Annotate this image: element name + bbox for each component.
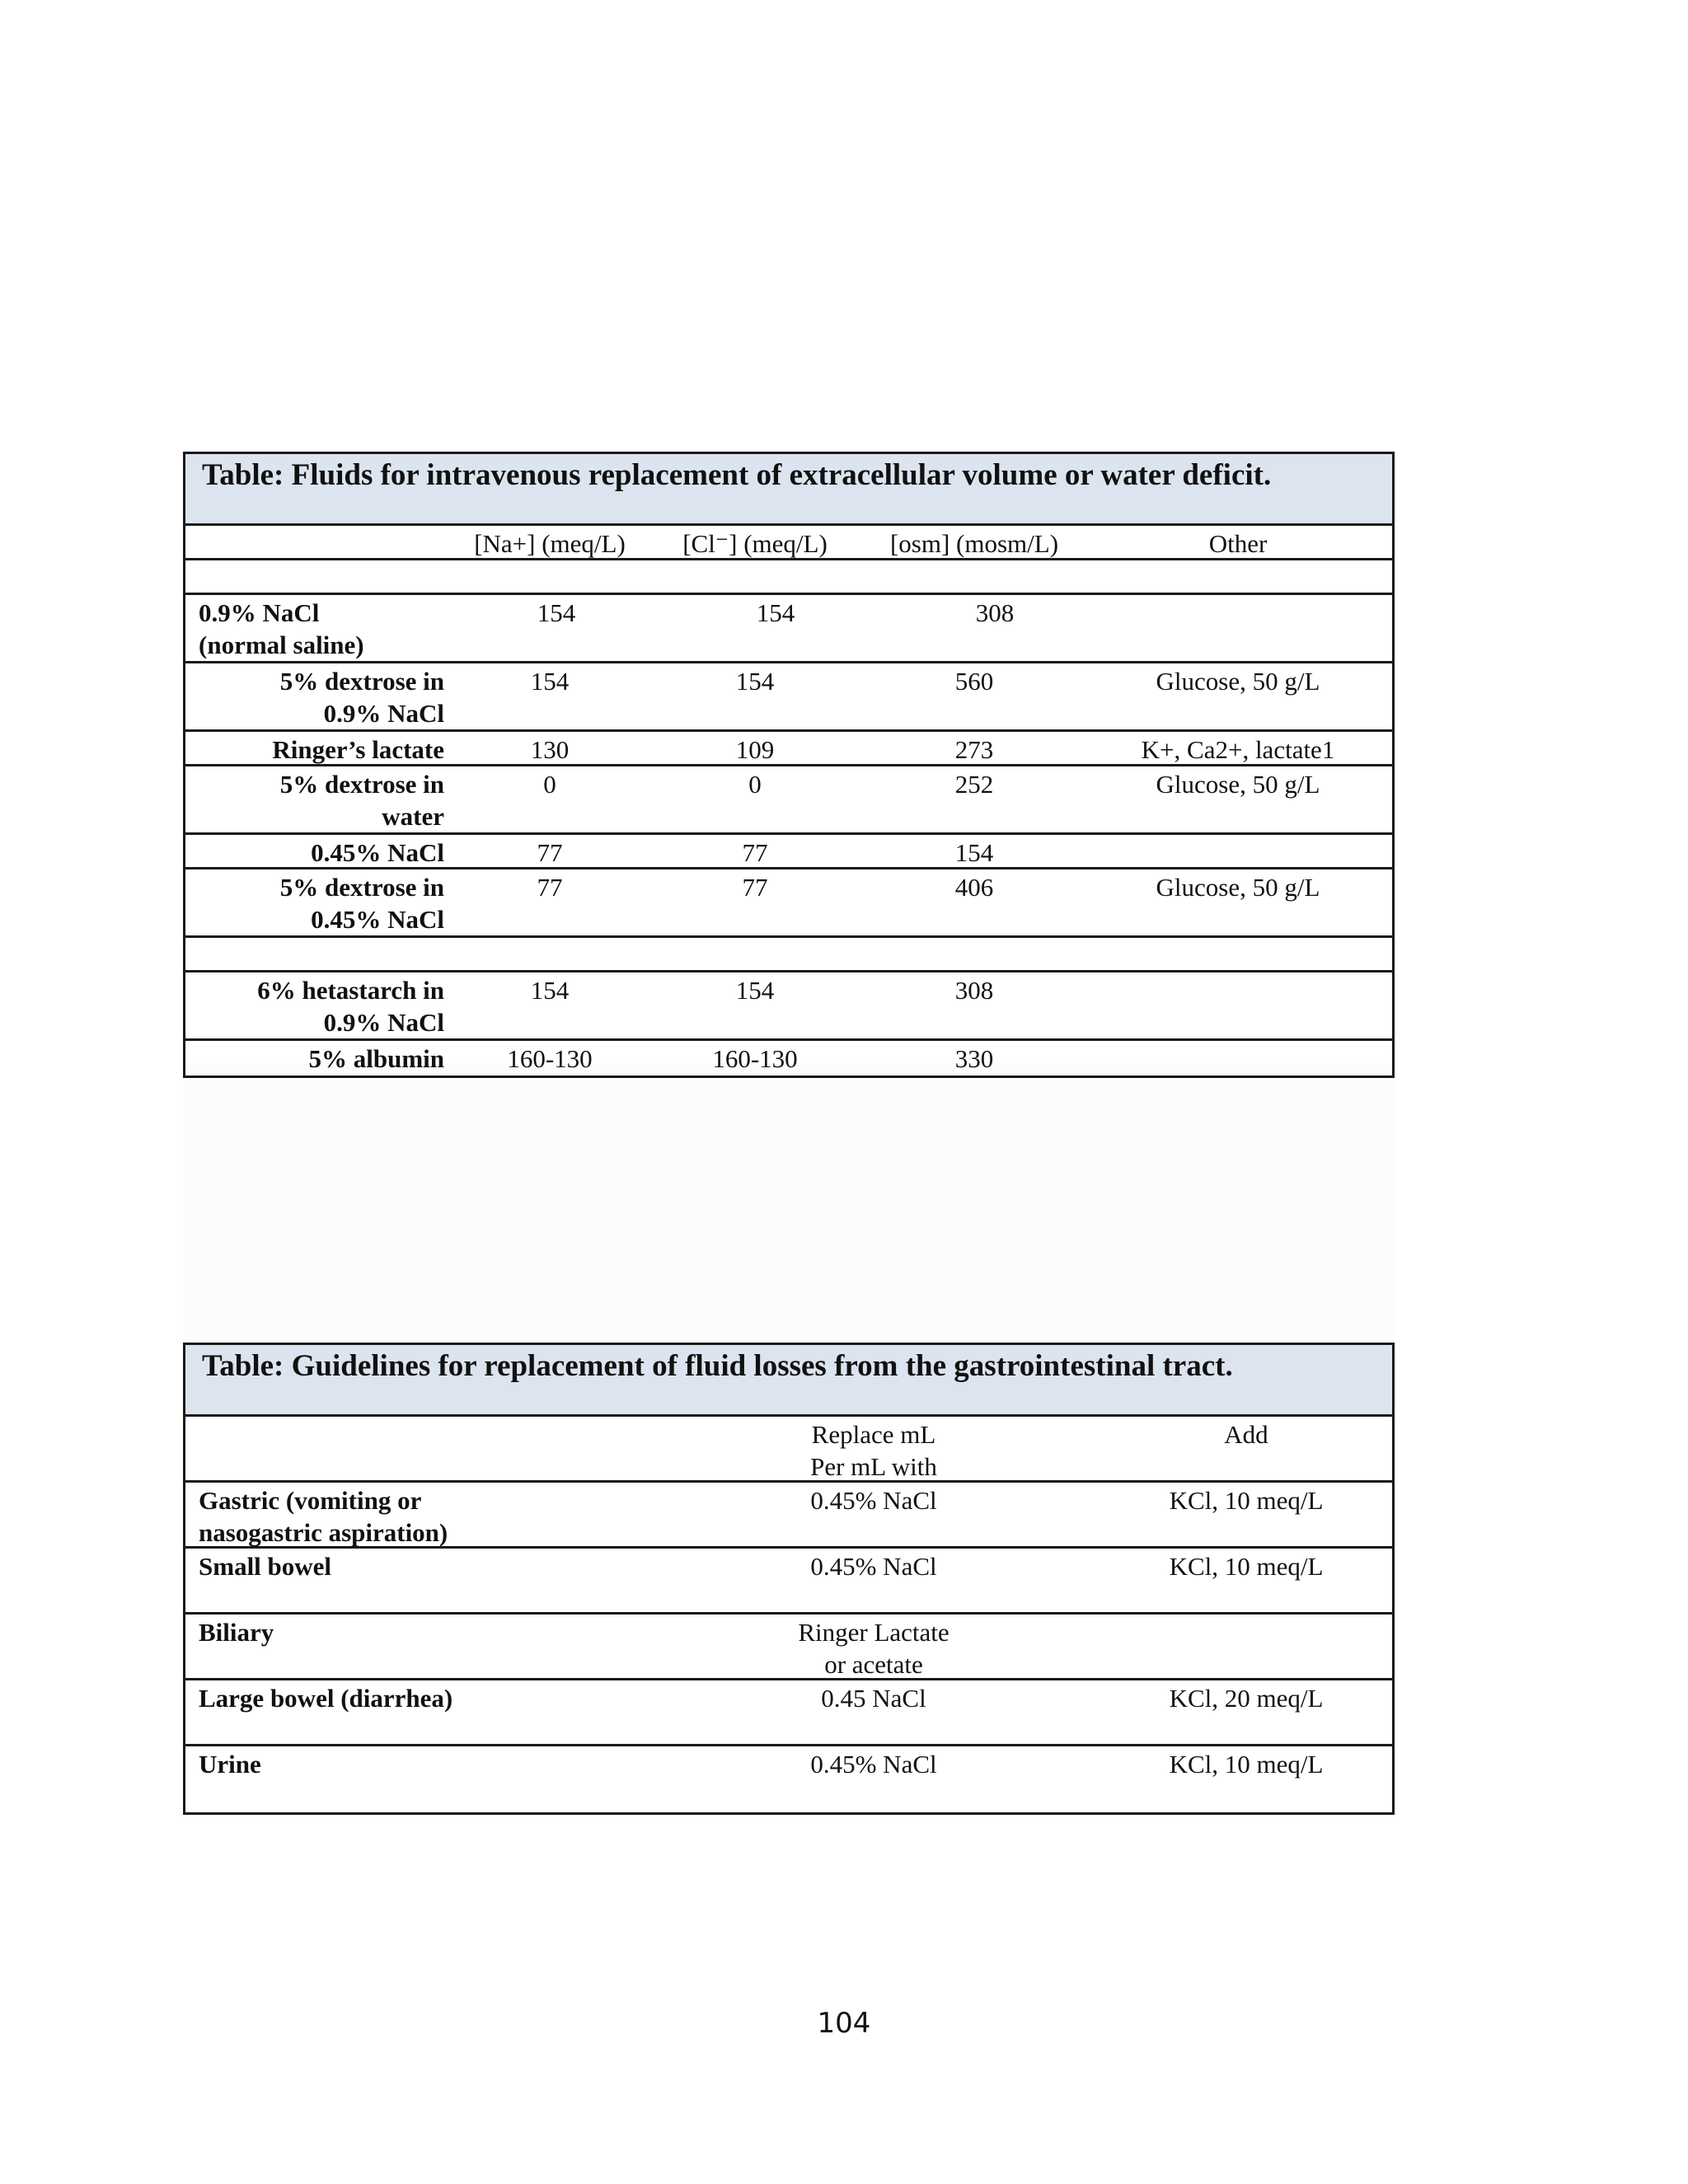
row-label: 0.9% NaCl (normal saline) xyxy=(199,598,364,659)
table-cell: 77 xyxy=(742,873,768,902)
table-cell: 273 xyxy=(954,735,994,764)
header-cell xyxy=(185,526,449,558)
table-cell: 154 xyxy=(530,976,570,1005)
table-row xyxy=(185,595,1392,663)
header-cell: [osm] (mosm/L) xyxy=(889,529,1059,558)
page-shade xyxy=(183,1063,1395,1347)
table-cell: 160-130 xyxy=(507,1044,593,1073)
header-cell: Replace mL Per mL with xyxy=(810,1420,937,1481)
table-title: Table: Guidelines for replacement of fluid losses from the gastrointestinal tract. xyxy=(185,1345,1392,1417)
table-cell: 154 xyxy=(756,598,795,627)
table-cell: Glucose, 50 g/L xyxy=(1156,770,1320,799)
table-cell: 154 xyxy=(735,667,775,696)
table-row xyxy=(185,835,1392,869)
table-cell: 252 xyxy=(954,770,994,799)
row-label: 5% dextrose in water xyxy=(279,770,444,831)
table-cell: KCl, 10 meq/L xyxy=(1169,1750,1324,1779)
header-cell: [Cl⁻] (meq/L) xyxy=(682,529,828,558)
iv-fluids-table xyxy=(183,452,1395,1078)
header-cell: Other xyxy=(1208,529,1268,558)
table-cell: KCl, 20 meq/L xyxy=(1169,1684,1324,1713)
table-row xyxy=(185,1483,1392,1549)
table-row xyxy=(185,766,1392,835)
table-cell: 77 xyxy=(537,873,563,902)
table-row xyxy=(185,972,1392,1041)
table-cell: 0.45% NaCl xyxy=(810,1486,937,1515)
row-label: 5% albumin xyxy=(308,1044,444,1073)
table-row xyxy=(185,732,1392,766)
row-label: 6% hetastarch in 0.9% NaCl xyxy=(257,976,444,1037)
row-label: 5% dextrose in 0.9% NaCl xyxy=(279,667,444,728)
table-cell: 77 xyxy=(537,838,563,867)
table-cell: 154 xyxy=(735,976,775,1005)
row-label: Biliary xyxy=(199,1618,274,1647)
table-header-row xyxy=(185,526,1392,560)
table-title: Table: Fluids for intravenous replacement of extracellular volume or water deficit. xyxy=(185,454,1392,526)
table-cell: 130 xyxy=(530,735,570,764)
table-cell: Glucose, 50 g/L xyxy=(1156,873,1320,902)
table-cell: K+, Ca2+, lactate1 xyxy=(1141,735,1335,764)
table-cell xyxy=(1085,972,1390,1038)
table-cell: 0 xyxy=(543,770,556,799)
gi-losses-table xyxy=(183,1343,1395,1815)
table-cell: 0 xyxy=(748,770,762,799)
table-cell: 0.45% NaCl xyxy=(810,1750,937,1779)
table-cell: 0.45% NaCl xyxy=(810,1552,937,1581)
table-row xyxy=(185,1549,1392,1615)
table-cell: 0.45 NaCl xyxy=(821,1684,926,1713)
table-cell xyxy=(1085,595,1390,661)
table-cell: 154 xyxy=(954,838,994,867)
table-cell xyxy=(1085,835,1390,867)
table-row xyxy=(185,663,1392,732)
row-label: Gastric (vomiting or nasogastric aspiration) xyxy=(199,1486,448,1547)
table-cell: 154 xyxy=(530,667,570,696)
spacer-row xyxy=(185,560,1392,595)
table-cell: KCl, 10 meq/L xyxy=(1169,1486,1324,1515)
spacer-row xyxy=(185,938,1392,972)
table-row xyxy=(185,869,1392,938)
table-cell: 560 xyxy=(954,667,994,696)
row-label: Small bowel xyxy=(199,1552,332,1581)
table-row xyxy=(185,1680,1392,1746)
table-cell xyxy=(1100,1615,1392,1678)
table-cell: 308 xyxy=(954,976,994,1005)
table-cell: 308 xyxy=(975,598,1015,627)
table-cell: 154 xyxy=(537,598,576,627)
row-label: Ringer’s lactate xyxy=(272,735,444,764)
row-label: 5% dextrose in 0.45% NaCl xyxy=(279,873,444,934)
table-row xyxy=(185,1615,1392,1680)
row-label: Urine xyxy=(199,1750,261,1779)
row-label: Large bowel (diarrhea) xyxy=(199,1684,453,1713)
table-cell: Ringer Lactate or acetate xyxy=(798,1618,950,1679)
row-label: 0.45% NaCl xyxy=(311,838,444,867)
header-cell xyxy=(185,1417,647,1480)
table-cell xyxy=(1085,1041,1390,1076)
table-cell: 77 xyxy=(742,838,768,867)
table-cell: 109 xyxy=(735,735,775,764)
page-number: 104 xyxy=(817,2007,871,2040)
table-cell: 160-130 xyxy=(712,1044,798,1073)
table-row xyxy=(185,1041,1392,1076)
table-cell: KCl, 10 meq/L xyxy=(1169,1552,1324,1581)
header-cell: [Na+] (meq/L) xyxy=(474,529,626,558)
table-header-row xyxy=(185,1417,1392,1483)
table-cell: 330 xyxy=(954,1044,994,1073)
header-cell: Add xyxy=(1224,1420,1268,1449)
table-cell: 406 xyxy=(954,873,994,902)
table-cell: Glucose, 50 g/L xyxy=(1156,667,1320,696)
table-row xyxy=(185,1746,1392,1812)
